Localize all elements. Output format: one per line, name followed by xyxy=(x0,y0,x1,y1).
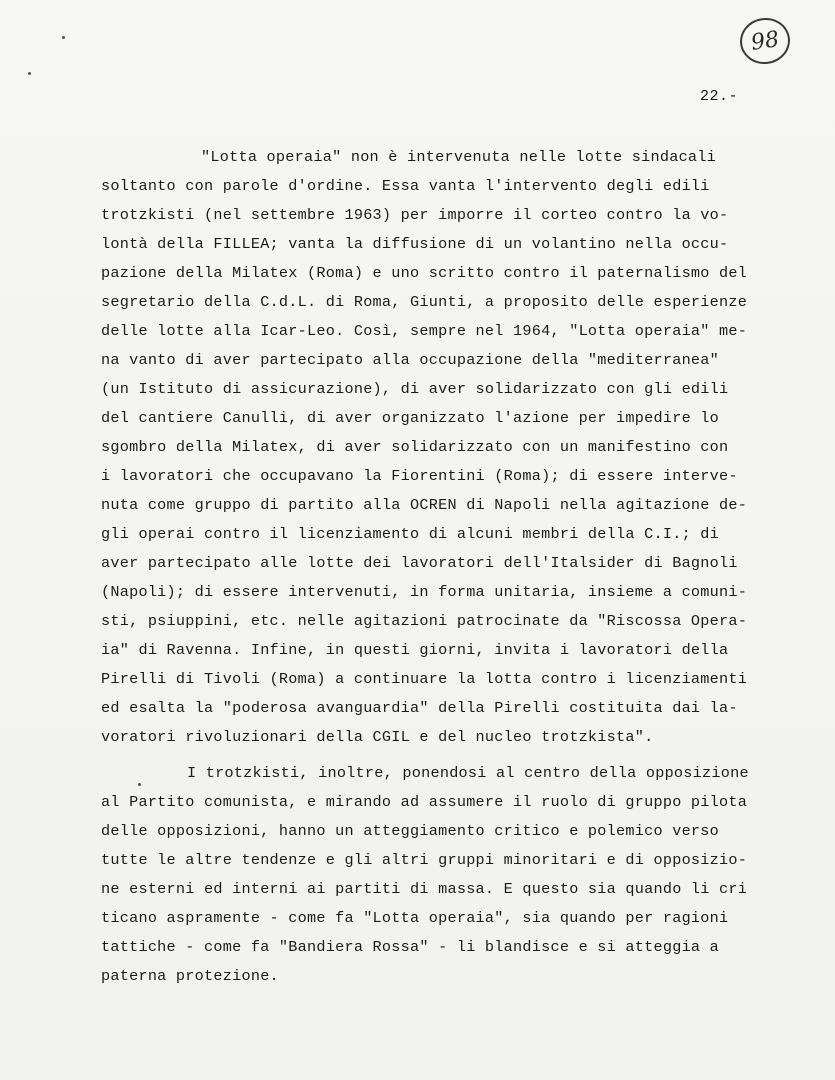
text-line: (un Istituto di assicurazione), di aver solidarizzato con gli edili xyxy=(101,380,729,398)
text-line: Pirelli di Tivoli (Roma) a continuare la lotta contro i licenziamenti xyxy=(101,670,748,688)
text-line: paterna protezione. xyxy=(101,967,279,985)
text-line: "Lotta operaia" non è intervenuta nelle lotte sindacali xyxy=(201,148,717,166)
text-line: ed esalta la "poderosa avanguardia" della Pirelli costituita dai la- xyxy=(101,699,738,717)
text-line: del cantiere Canulli, di aver organizzato l'azione per impedire lo xyxy=(101,409,720,427)
text-line: ne esterni ed interni ai partiti di massa. E questo sia quando li cri xyxy=(101,880,748,898)
text-line: soltanto con parole d'ordine. Essa vanta l'intervento degli edili xyxy=(101,177,710,195)
text-line: al Partito comunista, e mirando ad assumere il ruolo di gruppo pilota xyxy=(101,793,748,811)
text-line: delle opposizioni, hanno un atteggiamento critico e polemico verso xyxy=(101,822,720,840)
text-line: ticano aspramente - come fa "Lotta operaia", sia quando per ragioni xyxy=(101,909,729,927)
text-line: trotzkisti (nel settembre 1963) per imporre il corteo contro la vo- xyxy=(101,206,729,224)
text-line: I trotzkisti, inoltre, ponendosi al centro della opposizione xyxy=(187,764,749,782)
text-line: gli operai contro il licenziamento di alcuni membri della C.I.; di xyxy=(101,525,720,543)
text-line: sti, psiuppini, etc. nelle agitazioni patrocinate da "Riscossa Opera- xyxy=(101,612,748,630)
text-line: aver partecipato alle lotte dei lavoratori dell'Italsider di Bagnoli xyxy=(101,554,738,572)
text-line: tutte le altre tendenze e gli altri gruppi minoritari e di opposizio- xyxy=(101,851,748,869)
text-line: sgombro della Milatex, di aver solidarizzato con un manifestino con xyxy=(101,438,729,456)
text-line: voratori rivoluzionari della CGIL e del nucleo trotzkista". xyxy=(101,728,654,746)
page-number: 22.- xyxy=(700,88,739,105)
text-line: ia" di Ravenna. Infine, in questi giorni, invita i lavoratori della xyxy=(101,641,729,659)
text-line: nuta come gruppo di partito alla OCREN di Napoli nella agitazione de- xyxy=(101,496,748,514)
text-line: i lavoratori che occupavano la Fiorentini (Roma); di essere interve- xyxy=(101,467,738,485)
text-line: na vanto di aver partecipato alla occupazione della "mediterranea" xyxy=(101,351,720,369)
text-line: (Napoli); di essere intervenuti, in forma unitaria, insieme a comuni- xyxy=(101,583,748,601)
text-line: lontà della FILLEA; vanta la diffusione di un volantino nella occu- xyxy=(101,235,729,253)
text-line: tattiche - come fa "Bandiera Rossa" - li blandisce e si atteggia a xyxy=(101,938,720,956)
stamp-label: 98 xyxy=(749,26,781,56)
text-line: delle lotte alla Icar-Leo. Così, sempre nel 1964, "Lotta operaia" me- xyxy=(101,322,748,340)
text-line: segretario della C.d.L. di Roma, Giunti, a proposito delle esperienze xyxy=(101,293,748,311)
text-line: pazione della Milatex (Roma) e uno scritto contro il paternalismo del xyxy=(101,264,748,282)
